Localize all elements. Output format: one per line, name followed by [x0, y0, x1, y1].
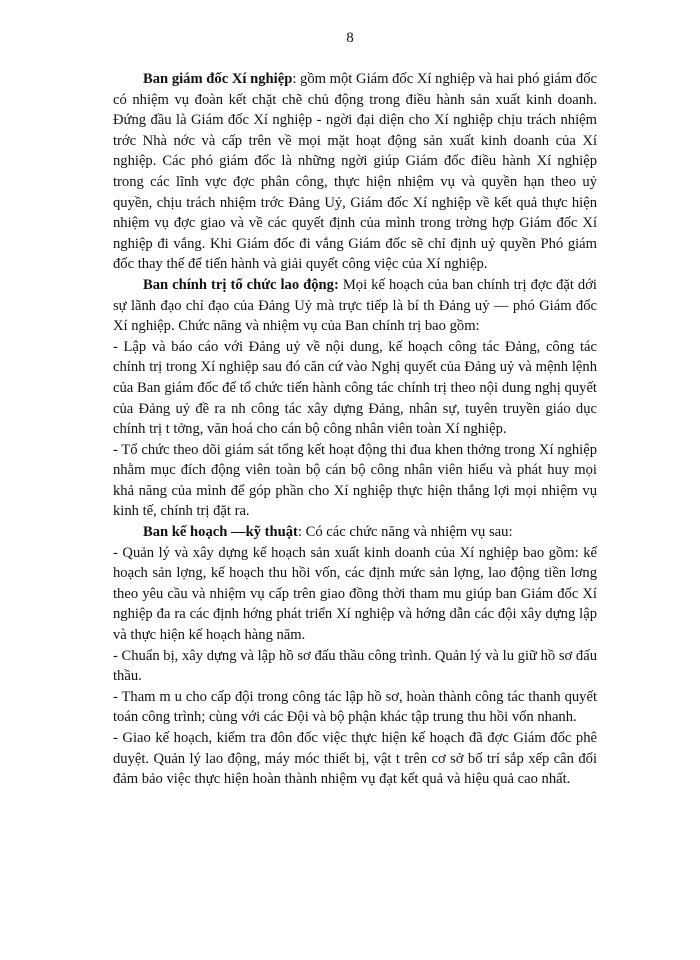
- body-ban-chinh-tri: Mọi kế hoạch của ban chính trị đợc đặt dới sự lãnh đạo chỉ đạo của Đảng Uỷ mà trực tiếp là bí th Đảng uỷ — phó Giám đốc Xí nghiệp. Chức năng và nhiệm vụ của Ban chính trị bao gồm:: [113, 276, 597, 335]
- list-item: - Chuẩn bị, xây dựng và lập hồ sơ đấu thầu công trình. Quản lý và lu giữ hồ sơ đấu thầu.: [113, 647, 597, 685]
- page-number: 8: [346, 30, 354, 46]
- heading-ban-ke-hoach: Ban kế hoạch —kỹ thuật: [143, 524, 298, 541]
- list-item: - Tổ chức theo dõi giám sát tổng kết hoạt động thi đua khen thởng trong Xí nghiệp nhằm mục đích động viên toàn bộ cán bộ công nhân viên hiểu và phát huy mọi khả năng của mình để góp phần cho Xí nghiệp thực hiện thắng lợi mọi nhiệm vụ kinh tế, chính trị đặt ra.: [113, 441, 597, 520]
- heading-ban-chinh-tri: Ban chính trị tổ chức lao động:: [143, 276, 339, 293]
- body-ban-giam-doc: : gồm một Giám đốc Xí nghiệp và hai phó giám đốc có nhiệm vụ đoàn kết chặt chẽ chủ động trong điều hành sản xuất kinh doanh. Đứng đầu là Giám đốc Xí nghiệp - ngời đại diện cho Xí nghiệp chịu trách nhiệm trớc Nhà nớc và cấp trên về mọi mặt hoạt động sản xuất kinh doanh của Xí nghiệp. Các phó giám đốc là những ngời giúp Giám đốc điều hành Xí nghiệp trong các lĩnh vực đợc phân công, thực hiện nhiệm vụ và quyền hạn theo uỷ quyền, chịu trách nhiệm trớc Đảng Uỷ, Giám đốc Xí nghiệp về kết quả thực hiện nhiệm vụ đợc giao và về các quyết định của mình trong trờng hợp Giám đốc Xí nghiệp đi vắng. Khi Giám đốc đi vắng Giám đốc sẽ chỉ định uỷ quyền Phó giám đốc thay thế để tiến hành và giải quyết công việc của Xí nghiệp.: [113, 71, 597, 273]
- document-body: [113, 69, 597, 790]
- list-item: - Lập và báo cáo với Đảng uỷ về nội dung, kế hoạch công tác Đảng, công tác chính trị trong Xí nghiệp sau đó căn cứ vào Nghị quyết của Đảng uỷ và mệnh lệnh của Ban giám đốc để tổ chức tiến hành công tác chính trị theo nội dung nghị quyết của Đảng uỷ đề ra nh công tác xây dựng Đảng, nhân sự, tuyên truyền giáo dục chính trị t tởng, văn hoá cho cán bộ công nhân viên toàn Xí nghiệp.: [113, 338, 597, 438]
- list-item: - Quản lý và xây dựng kế hoạch sản xuất kinh doanh của Xí nghiệp bao gồm: kế hoạch sản lợng, kế hoạch thu hồi vốn, các định mức sản lợng, lao động tiền lơng theo yêu cầu và nhiệm vụ cấp trên giao đồng thời tham mu giúp ban Giám đốc Xí nghiệp đa ra các định hớng phát triển Xí nghiệp và hớng dẫn các đội xây dựng lập và thực hiện kế hoạch hàng năm.: [113, 544, 597, 644]
- list-item: - Giao kế hoạch, kiểm tra đôn đốc việc thực hiện kế hoạch đã đợc Giám đốc phê duyệt. Quản lý lao động, máy móc thiết bị, vật t trên cơ sở bố trí sắp xếp cân đối đảm bảo việc thực hiện hoàn thành nhiệm vụ đạt kết quả và hiệu quả cao nhất.: [113, 730, 597, 788]
- paragraph-ban-chinh-tri: [113, 275, 597, 337]
- paragraph-ban-ke-hoach: [113, 522, 597, 543]
- list-item: - Tham m u cho cấp đội trong công tác lập hồ sơ, hoàn thành công tác thanh quyết toán công trình; cùng với các Đội và bộ phận khác tập trung thu hồi vốn nhanh.: [113, 688, 597, 726]
- body-ban-ke-hoach: : Có các chức năng và nhiệm vụ sau:: [297, 524, 513, 541]
- heading-ban-giam-doc: Ban giám đốc Xí nghiệp: [143, 71, 293, 87]
- paragraph-ban-giam-doc: [113, 69, 597, 275]
